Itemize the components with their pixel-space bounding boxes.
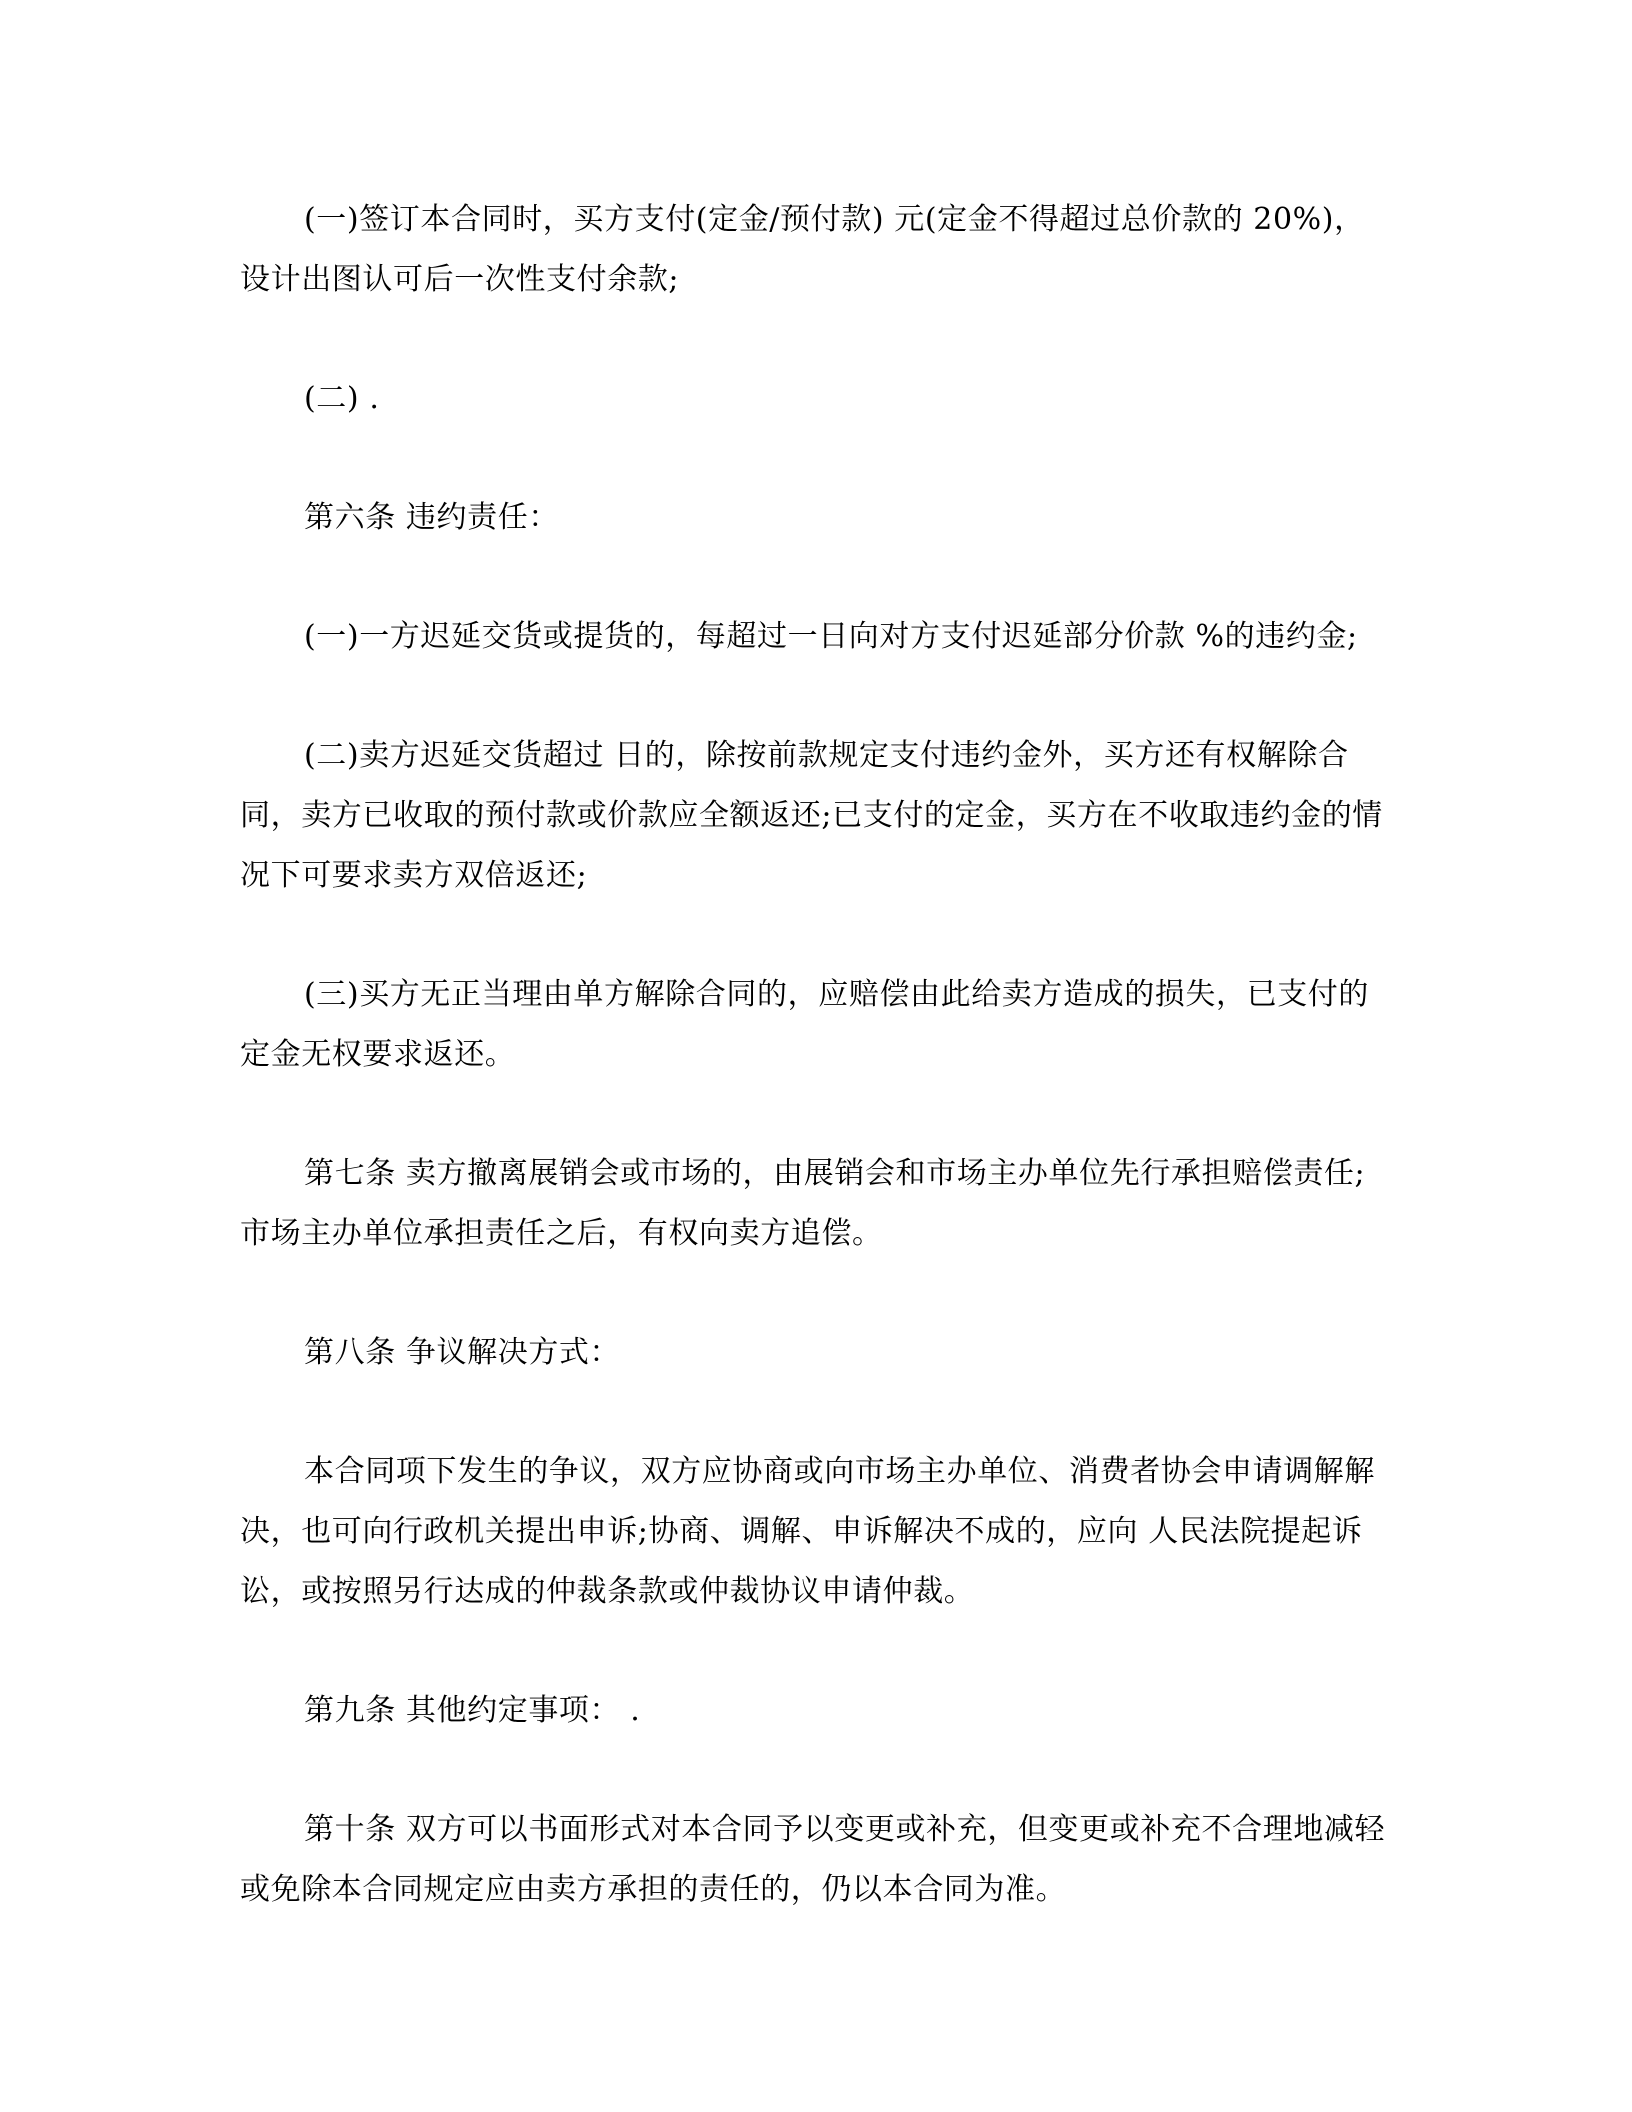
article-8-body: 本合同项下发生的争议，双方应协商或向市场主办单位、消费者协会申请调解解决，也可向行政机关提出申诉;协商、调解、申诉解决不成的，应向 人民法院提起诉讼，或按照另行达成的仲裁条款或仲裁协议申请仲裁。 (240, 1454, 1375, 1609)
clause-payment-item-2: (二) . (304, 381, 380, 416)
clause-payment-item-1: (一)签订本合同时，买方支付(定金/预付款) 元(定金不得超过总价款的 20%)，设计出图认可后一次性支付余款; (240, 202, 1365, 297)
article-6-item-2: (二)卖方迟延交货超过 日的，除按前款规定支付违约金外，买方还有权解除合同，卖方已收取的预付款或价款应全额返还;已支付的定金，买方在不收取违约金的情况下可要求卖方双倍返还; (240, 738, 1383, 893)
article-8-heading: 第八条 争议解决方式： (304, 1335, 621, 1370)
article-7: 第七条 卖方撤离展销会或市场的，由展销会和市场主办单位先行承担赔偿责任;市场主办单位承担责任之后，有权向卖方追偿。 (240, 1156, 1366, 1251)
document-body (240, 190, 1390, 1920)
article-6-heading: 第六条 违约责任： (304, 500, 559, 535)
article-6-item-3: (三)买方无正当理由单方解除合同的，应赔偿由此给卖方造成的损失，已支付的定金无权要求返还。 (240, 977, 1370, 1072)
article-9: 第九条 其他约定事项： . (304, 1693, 641, 1728)
article-10: 第十条 双方可以书面形式对本合同予以变更或补充，但变更或补充不合理地减轻或免除本合同规定应由卖方承担的责任的，仍以本合同为准。 (240, 1812, 1386, 1907)
article-6-item-1: (一)一方迟延交货或提货的，每超过一日向对方支付迟延部分价款 %的违约金; (304, 619, 1358, 654)
